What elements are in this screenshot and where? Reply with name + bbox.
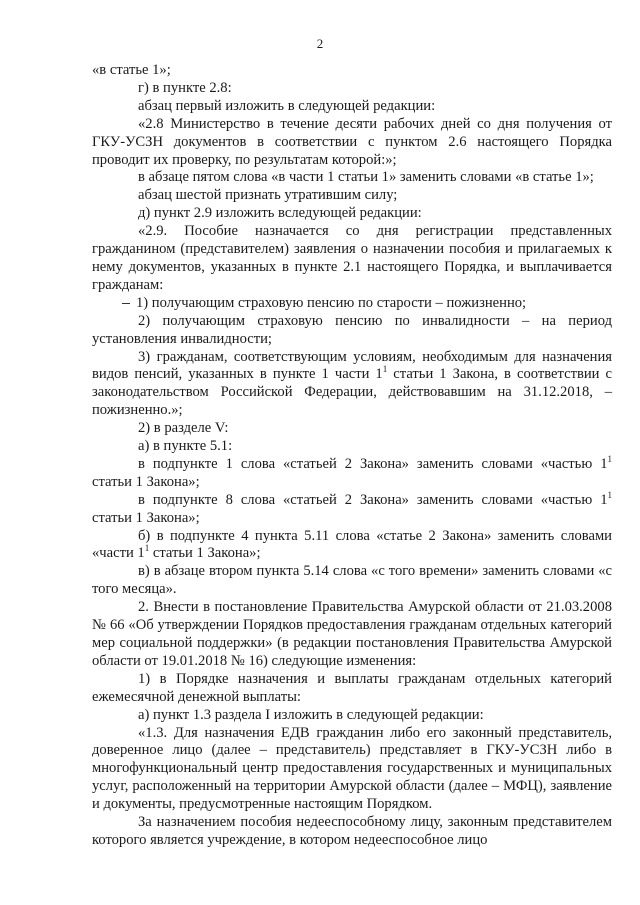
paragraph-subitem-8 <box>92 489 612 528</box>
paragraph-g-item-2-8: г) в пункте 2.8: <box>138 79 232 96</box>
paragraph-b-item-5-11 <box>92 528 612 564</box>
paragraph-first-edition: абзац первый изложить в следующей редакции: <box>138 97 436 114</box>
superscript: 1 <box>607 489 612 500</box>
document-body <box>92 62 612 850</box>
paragraph-d-item-2-9: д) пункт 2.9 изложить вследующей редакции: <box>138 205 422 222</box>
paragraph-sixth-void: абзац шестой признать утратившим силу; <box>138 187 398 204</box>
paragraph-incapable-person: За назначением пособия недееспособному лицу, законным представителем которого является учреждение, в котором недееспособное лицо <box>92 814 612 848</box>
list-item-2: 2) получающим страховую пенсию по инвалидности – на период установления инвалидности; <box>92 312 612 347</box>
subitem-8-text-b: статьи 1 Закона»; <box>92 509 200 526</box>
paragraph-2-8-text: «2.8 Министерство в течение десяти рабочих дней со дня получения от ГКУ-УСЗН документов в соответствии с пунктом 2.6 настоящего Порядка проводит их проверку, по результатам которой:»; <box>92 115 612 168</box>
paragraph-1-edv-order: 1) в Порядке назначения и выплаты гражданам отдельных категорий ежемесячной денежной выплаты: <box>92 670 612 705</box>
list-item-3 <box>92 349 612 421</box>
paragraph-a-item-5-1: а) в пункте 5.1: <box>138 438 233 455</box>
superscript: 1 <box>607 453 612 464</box>
superscript: 1 <box>382 364 388 375</box>
margin-mark <box>122 303 130 304</box>
list-item-3-text-a: 3) гражданам, соответствующим условиям, необходимым для назначения видов пенсий, указанных в пункте 1 части 1 <box>92 348 612 383</box>
item-5-11-text-a: б) в подпункте 4 пункта 5.11 слова «статье 2 Закона» заменить словами «части 1 <box>92 527 612 562</box>
paragraph-section-v: 2) в разделе V: <box>138 420 229 437</box>
paragraph-1-3-text: «1.3. Для назначения ЕДВ гражданин либо его законный представитель, доверенное лицо (далее – представитель) представляет в ГКУ-УСЗН либо в многофункциональный центр предоставления государственных и муниципальных услуг, расположенный на территории Амурской области (далее – МФЦ), заявление и документы, предусмотренные настоящим Порядком. <box>92 724 612 813</box>
list-item-1-text: 1) получающим страховую пенсию по старости – пожизненно; <box>136 294 527 311</box>
page-number: 2 <box>316 36 324 51</box>
subitem-1-text-b: статьи 1 Закона»; <box>92 473 200 490</box>
paragraph-v-state-1: «в статье 1»; <box>92 62 171 78</box>
paragraph-2-amend-resolution: 2. Внести в постановление Правительства Амурской области от 21.03.2008 № 66 «Об утверждении Порядков предоставления гражданам отдельных категорий мер социальной поддержки» (в редакции постановления Правительства Амурской области от 19.01.2018 № 16) следующие изменения: <box>92 599 612 669</box>
list-item-1 <box>92 295 612 313</box>
item-5-11-text-b: статьи 1 Закона»; <box>149 545 261 562</box>
list-item-3-text-b: статьи 1 Закона, в соответствии с законодательством Российской Федерации, действовавшим на 31.12.2018, – пожизненно.»; <box>92 366 612 419</box>
subitem-8-text-a: в подпункте 8 слова «статьей 2 Закона» заменить словами «частью 1 <box>138 491 608 508</box>
superscript: 1 <box>144 543 150 554</box>
paragraph-a-item-1-3: а) пункт 1.3 раздела I изложить в следующей редакции: <box>138 706 484 723</box>
paragraph-v-item-5-14: в) в абзаце втором пункта 5.14 слова «с того времени» заменить словами «с того месяца». <box>92 563 612 598</box>
paragraph-2-9-text: «2.9. Пособие назначается со дня регистрации представленных гражданином (представителем) заявления о назначении пособия и прилагаемых к нему документов, указанных в пункте 2.1 настоящего Порядка, и выплачивается гражданам: <box>92 223 612 293</box>
paragraph-fifth-replace: в абзаце пятом слова «в части 1 статьи 1» заменить словами «в статье 1»; <box>138 169 594 186</box>
paragraph-subitem-1 <box>92 453 612 492</box>
subitem-1-text-a: в подпункте 1 слова «статьей 2 Закона» заменить словами «частью 1 <box>138 455 608 472</box>
